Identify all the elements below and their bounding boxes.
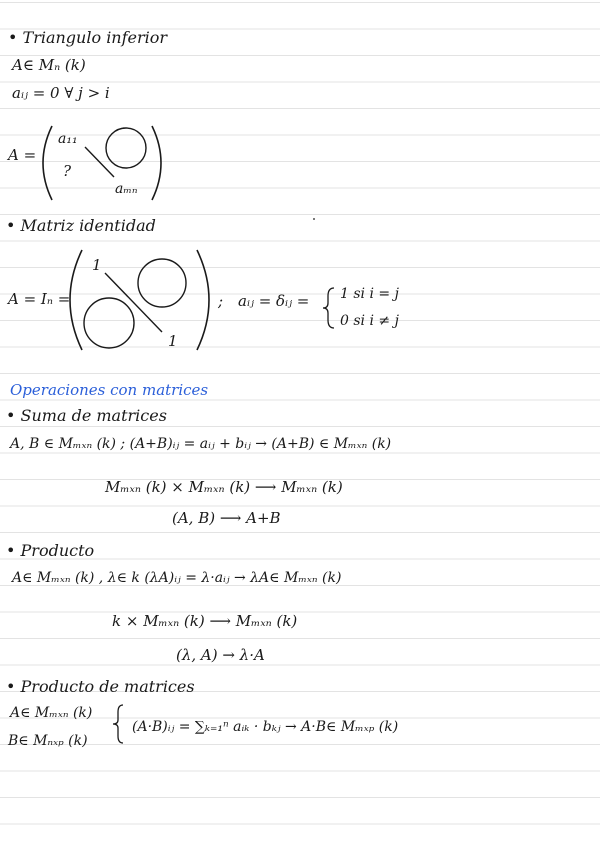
cases-brace: [323, 288, 334, 328]
producto-line3: (λ, A) → λ·A: [176, 646, 265, 664]
entry-amn: aₘₙ: [115, 181, 138, 197]
diagonal-line: [85, 147, 114, 177]
identity-diagonal: [105, 273, 162, 332]
triangulo-lhs: A =: [8, 146, 37, 164]
zero-circle-bottom: [84, 298, 134, 348]
heading-suma: • Suma de matrices: [6, 406, 167, 425]
semicolon: ;: [218, 292, 224, 310]
identidad-lhs: A = Iₙ =: [8, 290, 71, 308]
right-paren-identity: [197, 250, 209, 350]
producto-line1: A∈ Mₘₓₙ (k) , λ∈ k (λA)ᵢⱼ = λ·aᵢⱼ → λA∈ Mₘₓₙ (k): [12, 570, 342, 586]
triangulo-line1: A∈ Mₙ (k): [12, 56, 86, 74]
identity-one-bottom: 1: [168, 332, 178, 350]
zero-region-circle: [106, 128, 146, 168]
left-paren-identity: [70, 250, 82, 350]
matrix-product-brace: [113, 705, 123, 743]
entry-a11: a₁₁: [58, 131, 78, 147]
left-paren-triangular: [43, 126, 52, 200]
right-paren-triangular: [152, 126, 161, 200]
case-not-equal: 0 si i ≠ j: [340, 313, 399, 329]
kronecker-delta: aᵢⱼ = δᵢⱼ =: [238, 292, 310, 310]
identity-one-top: 1: [92, 256, 102, 274]
heading-triangulo: • Triangulo inferior: [8, 28, 168, 47]
entry-unknown: ?: [63, 162, 72, 180]
pm-formula: (A·B)ᵢⱼ = ∑ₖ₌₁ⁿ aᵢₖ · bₖⱼ → A·B∈ Mₘₓₚ (k): [132, 719, 399, 735]
producto-line2: k × Mₘₓₙ (k) ⟶ Mₘₓₙ (k): [112, 612, 298, 630]
pm-line1: A∈ Mₘₓₙ (k): [10, 705, 93, 721]
suma-line3: (A, B) ⟶ A+B: [172, 509, 281, 527]
section-title-operaciones: Operaciones con matrices: [10, 381, 209, 399]
heading-producto-matrices: • Producto de matrices: [6, 677, 195, 696]
case-equal: 1 si i = j: [340, 286, 399, 302]
heading-identidad: • Matriz identidad: [6, 216, 156, 235]
triangulo-line2: aᵢⱼ = 0 ∀ j > i: [12, 84, 110, 102]
suma-line2: Mₘₓₙ (k) × Mₘₓₙ (k) ⟶ Mₘₓₙ (k): [105, 478, 343, 496]
pm-line2: B∈ Mₙₓₚ (k): [8, 733, 88, 749]
zero-circle-top: [138, 259, 186, 307]
heading-producto: • Producto: [6, 541, 95, 560]
suma-line1: A, B ∈ Mₘₓₙ (k) ; (A+B)ᵢⱼ = aᵢⱼ + bᵢⱼ → (A+B) ∈ Mₘₓₙ (k): [10, 436, 392, 452]
ink-dot: [313, 218, 315, 220]
